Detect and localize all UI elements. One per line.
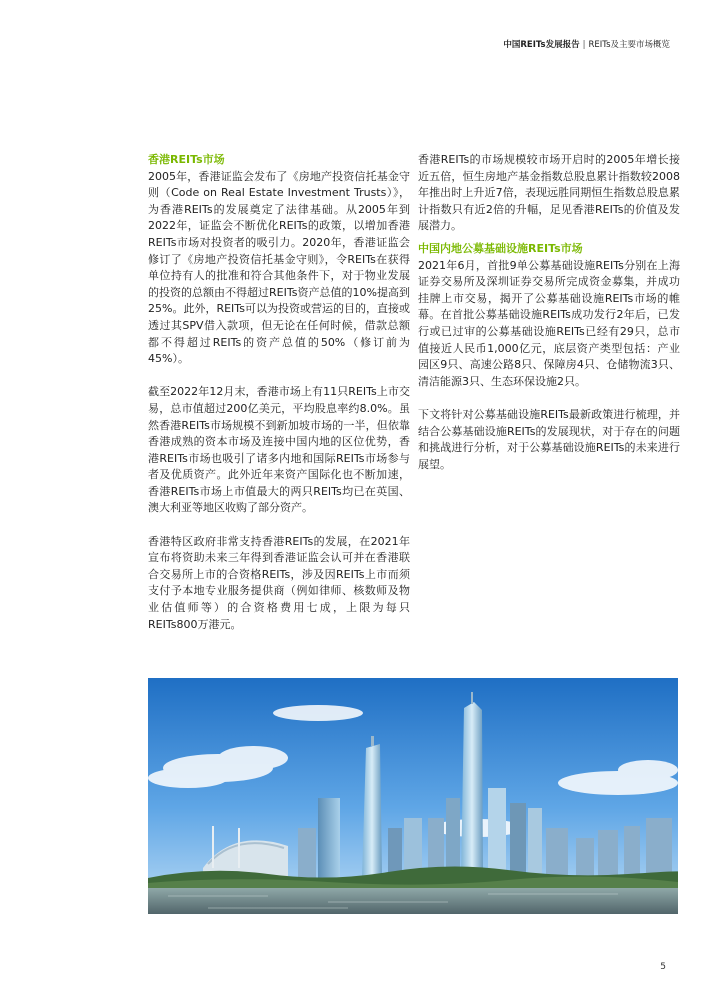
left-column [148, 152, 410, 633]
report-title: 中国REITs发展报告 [503, 40, 580, 50]
hk-paragraph-2: 截至2022年12月末，香港市场上有11只REITs上市交易，总市值超过200亿美元，平均股息率约8.0%。虽然香港REITs市场规模不到新加坡市场的一半，但依靠香港成熟的资本市场及连接中国内地的区位优势，香港REITs市场也吸引了诸多内地和国际REITs市场参与者及优质资产。此外近年来资产国际化也不断加速，香港REITs市场上市值最大的两只REITs均已在英国、澳大利亚等地区收购了部分资产。 [148, 385, 410, 515]
hk-paragraph-1: 2005年，香港证监会发布了《房地产投资信托基金守则（Code on Real Estate Investment Trusts）》，为香港REITs的发展奠定了法律基础。从2005年到2022年，证监会不断优化REITs的政策，以增加香港REITs市场对投资者的吸引力。2020年，香港证监会修订了《房地产投资信托基金守则》，令REITs在获得单位持有人的批准和符合其他条件下，对于物业发展的投资的总额由不得超过REITs资产总值的10%提高到25%。此外，REITs可以为投资或营运的目的，直接或透过其SPV借入款项，但无论在任何时候，借款总额都不得超过REITs的资产总值的50%（修订前为45%）。 [148, 169, 410, 366]
hk-paragraph-3: 香港特区政府非常支持香港REITs的发展，在2021年宣布将资助未来三年得到香港证监会认可并在香港联合交易所上市的合资格REITs，涉及因REITs上市而须支付予本地专业服务提供商（例如律师、核数师及物业估值师等）的合资格费用七成，上限为每只REITs800万港元。 [148, 534, 410, 631]
hk-reits-heading: 香港REITs市场 [148, 153, 225, 166]
mainland-paragraph-2: 下文将针对公募基础设施REITs最新政策进行梳理，并结合公募基础设施REITs的发展现状，对于存在的问题和挑战进行分析，对于公募基础设施REITs的未来进行展望。 [418, 407, 680, 471]
page-number: 5 [660, 962, 666, 972]
right-column [418, 152, 680, 473]
running-header [503, 38, 670, 50]
hk-continuation-paragraph: 香港REITs的市场规模较市场开启时的2005年增长接近五倍，恒生房地产基金指数总股息累计指数较2008年推出时上升近7倍，表现远胜同期恒生指数总股息累计指数只有近2倍的升幅，足见香港REITs的价值及发展潜力。 [418, 153, 680, 233]
mainland-paragraph-1: 2021年6月，首批9单公募基础设施REITs分别在上海证券交易所及深圳证券交易所完成资金募集，并成功挂牌上市交易，揭开了公募基础设施REITs市场的帷幕。在首批公募基础设施REITs成功发行2年后，已发行或已过审的公募基础设施REITs已经有29只，总市值接近人民币1,000亿元，底层资产类型包括：产业园区9只、高速公路8只、保障房4只、仓储物流3只、清洁能源3只、生态环保设施2只。 [418, 258, 680, 388]
header-separator: | [582, 40, 586, 50]
city-skyline-photo [148, 678, 678, 914]
section-title: REITs及主要市场概览 [588, 40, 670, 50]
mainland-reits-heading: 中国内地公募基础设施REITs市场 [418, 241, 583, 255]
